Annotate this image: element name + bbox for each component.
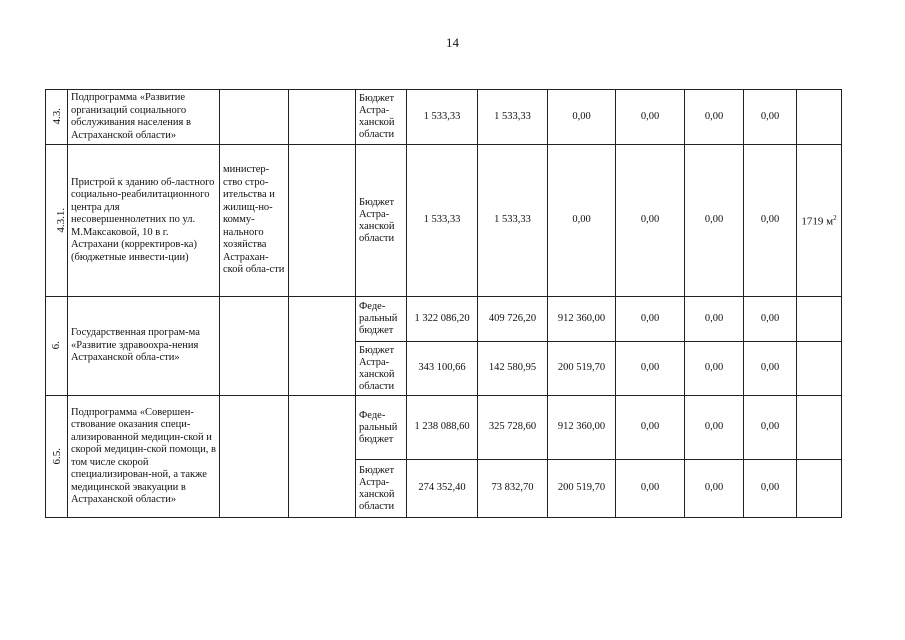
- value-cell: 409 726,20: [478, 297, 548, 342]
- row-code: 6.5.: [46, 396, 68, 518]
- funding-source: Бюджет Астра-ханской области: [356, 342, 407, 396]
- row-name: Государственная програм-ма «Развитие здравоохра-нения Астраханской обла-сти»: [68, 297, 220, 396]
- value-cell: 1 533,33: [407, 90, 478, 145]
- executor-cell: [220, 297, 289, 396]
- value-cell: 0,00: [685, 145, 744, 297]
- value-cell: 343 100,66: [407, 342, 478, 396]
- value-cell: 0,00: [744, 460, 797, 518]
- value-cell: 0,00: [744, 396, 797, 460]
- value-cell: 73 832,70: [478, 460, 548, 518]
- table-row: [46, 145, 842, 297]
- value-cell: 1 322 086,20: [407, 297, 478, 342]
- value-cell: 0,00: [616, 297, 685, 342]
- result-value: 1719 м: [801, 216, 834, 229]
- executor-cell: министер-ство стро-ительства и жилищ-но-комму-нального хозяйства Астрахан-ской обла-сти: [220, 145, 289, 297]
- funding-source: Феде-ральный бюджет: [356, 396, 407, 460]
- value-cell: 1 238 088,60: [407, 396, 478, 460]
- value-cell: 142 580,95: [478, 342, 548, 396]
- row-name: Подпрограмма «Совершен-ствование оказания специ-ализированной медицин-ской и скорой медицин-ской помощи, в том числе скорой специализирован-ной, а также медицинской эвакуации в Астраханской области»: [68, 396, 220, 518]
- result-unit-exponent: 2: [833, 214, 837, 223]
- value-cell: 325 728,60: [478, 396, 548, 460]
- value-cell: 0,00: [685, 297, 744, 342]
- row-name: Подпрограмма «Развитие организаций социального обслуживания населения в Астраханской области»: [68, 90, 220, 145]
- value-cell: 1 533,33: [478, 90, 548, 145]
- value-cell: 912 360,00: [548, 297, 616, 342]
- value-cell: 0,00: [685, 90, 744, 145]
- result-cell: [797, 342, 842, 396]
- value-cell: 0,00: [744, 297, 797, 342]
- table-row: [46, 396, 842, 460]
- value-cell: 0,00: [685, 460, 744, 518]
- value-cell: 274 352,40: [407, 460, 478, 518]
- value-cell: 0,00: [616, 90, 685, 145]
- funding-source: Феде-ральный бюджет: [356, 297, 407, 342]
- empty-cell: [289, 145, 356, 297]
- row-name: Пристрой к зданию об-ластного социально-реабилитационного центра для несовершеннолетних по ул. М.Максаковой, 10 в г. Астрахани (корректиров-ка) (бюджетные инвести-ции): [68, 145, 220, 297]
- funding-source: Бюджет Астра-ханской области: [356, 90, 407, 145]
- result-cell: [797, 145, 842, 297]
- value-cell: 0,00: [744, 90, 797, 145]
- funding-source: Бюджет Астра-ханской области: [356, 145, 407, 297]
- value-cell: 0,00: [685, 396, 744, 460]
- value-cell: 0,00: [685, 342, 744, 396]
- value-cell: 200 519,70: [548, 342, 616, 396]
- row-code: 4.3.: [46, 90, 68, 145]
- result-cell: [797, 90, 842, 145]
- value-cell: 0,00: [548, 90, 616, 145]
- value-cell: 912 360,00: [548, 396, 616, 460]
- table-row: [46, 90, 842, 145]
- funding-source: Бюджет Астра-ханской области: [356, 460, 407, 518]
- value-cell: 1 533,33: [407, 145, 478, 297]
- result-cell: [797, 297, 842, 342]
- row-code: 6.: [46, 297, 68, 396]
- row-code: 4.3.1.: [46, 145, 68, 297]
- result-cell: [797, 460, 842, 518]
- program-table: [45, 89, 842, 518]
- value-cell: 0,00: [744, 342, 797, 396]
- result-cell: [797, 396, 842, 460]
- value-cell: 0,00: [616, 460, 685, 518]
- empty-cell: [289, 297, 356, 396]
- executor-cell: [220, 396, 289, 518]
- empty-cell: [289, 396, 356, 518]
- value-cell: 0,00: [616, 396, 685, 460]
- empty-cell: [289, 90, 356, 145]
- page-number: 14: [446, 35, 459, 50]
- value-cell: 1 533,33: [478, 145, 548, 297]
- executor-cell: [220, 90, 289, 145]
- value-cell: 0,00: [616, 145, 685, 297]
- value-cell: 0,00: [616, 342, 685, 396]
- table-row: [46, 297, 842, 342]
- value-cell: 200 519,70: [548, 460, 616, 518]
- value-cell: 0,00: [548, 145, 616, 297]
- value-cell: 0,00: [744, 145, 797, 297]
